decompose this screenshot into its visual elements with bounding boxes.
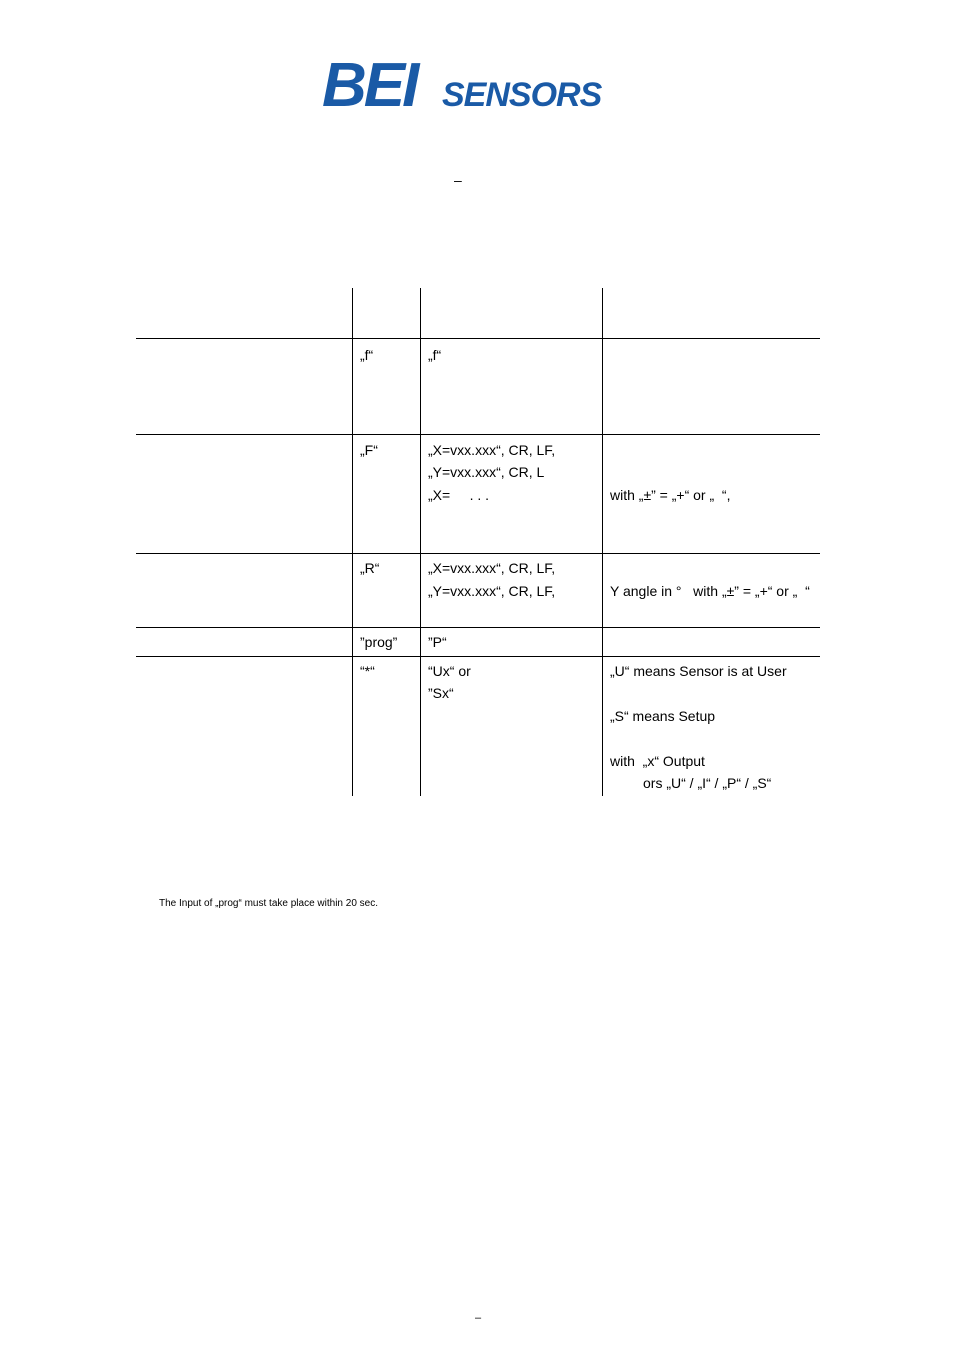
table-cell: ”Sx“	[428, 685, 454, 701]
table-cell: “*“	[360, 663, 375, 679]
table-cell: „Y=vxx.xxx“, CR, LF,	[428, 583, 556, 599]
table-cell: „f“	[360, 347, 374, 363]
table-cell: “Ux“ or	[428, 663, 471, 679]
table-cell: ”P“	[428, 634, 447, 650]
table-cell: „X=vxx.xxx“, CR, LF,	[428, 442, 556, 458]
table-cell: Y angle in ° with „±” = „+“ or „ “	[610, 583, 810, 599]
bei-sensors-logo	[322, 54, 630, 114]
table-cell: ”prog”	[360, 634, 398, 650]
table-cell: „X=vxx.xxx“, CR, LF,	[428, 560, 556, 576]
table-cell: „R“	[360, 560, 380, 576]
header-dash: –	[454, 172, 462, 188]
table-cell: „U“ means Sensor is at User	[610, 663, 787, 679]
table-cell: „F“	[360, 442, 378, 458]
svg-text:BEI: BEI	[322, 54, 417, 114]
table-cell: ors „U“ / „I“ / „P“ / „S“	[643, 775, 772, 791]
footer-dash: –	[475, 1312, 482, 1324]
table-cell: „S“ means Setup	[610, 708, 716, 724]
table-cell: „Y=vxx.xxx“, CR, L	[428, 464, 545, 480]
table-cell: with „±” = „+“ or „ “,	[610, 487, 731, 503]
table-cell: „X= . . .	[428, 487, 490, 503]
table-cell: with „x“ Output	[610, 753, 705, 769]
table-cell: „f“	[428, 347, 442, 363]
footnote: The Input of „prog“ must take place within 20 sec.	[159, 898, 378, 909]
svg-text:SENSORS: SENSORS	[442, 76, 602, 114]
